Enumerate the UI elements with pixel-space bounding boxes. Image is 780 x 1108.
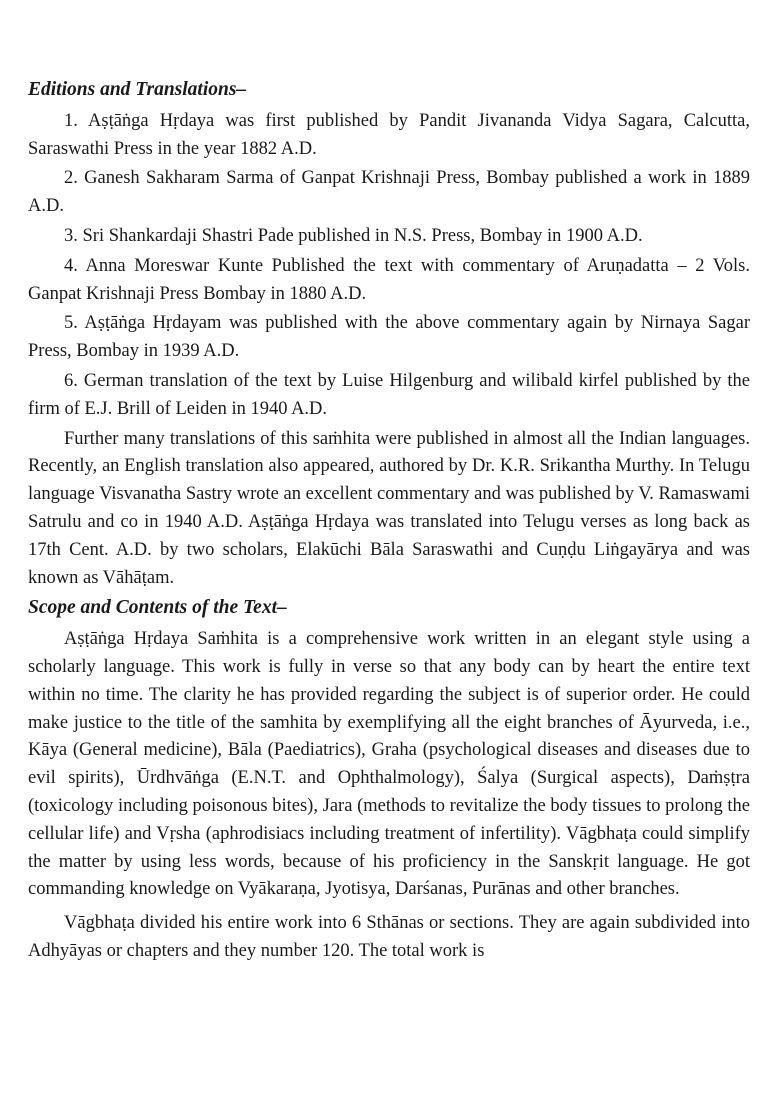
document-page: [28, 76, 750, 972]
edition-item-6: 6. German translation of the text by Luise Hilgenburg and wilibald kirfel published by the firm of E.J. Brill of Leiden in 1940 A.D.: [28, 370, 750, 419]
scope-paragraph-2: Vāgbhaṭa divided his entire work into 6 Sthānas or sections. They are again subdivided into Adhyāyas or chapters and they number 120. The total work is: [28, 913, 750, 961]
scope-paragraph-1: Aṣṭāṅga Hṛdaya Saṁhita is a comprehensive work written in an elegant style using a scholarly language. This work is fully in verse so that any body can by heart the entire text within no time. The clarity he has provided regarding the subject is of superior order. He could make justice to the title of the samhita by exemplifying all the eight branches of Āyurveda, i.e., Kāya (General medicine), Bāla (Paediatrics), Graha (psychological diseases and diseases due to evil spirits), Ūrdhvāṅga (E.N.T. and Ophthalmology), Śalya (Surgical aspects), Daṁṣṭra (toxicology including poisonous bites), Jara (methods to revitalize the body tissues to prolong the cellular life) and Vṛsha (aphrodisiacs including treatment of infertility). Vāgbhaṭa could simplify the matter by using less words, because of his proficiency in the Sanskṛit language. He got commanding knowledge on Vyākaraṇa, Jyotisya, Darśanas, Purānas and other branches.: [28, 629, 750, 900]
edition-item-4: 4. Anna Moreswar Kunte Published the text with commentary of Aruṇadatta – 2 Vols. Ganpat Krishnaji Press Bombay in 1880 A.D.: [28, 255, 750, 304]
edition-item-5: 5. Aṣṭāṅga Hṛdayam was published with the above commentary again by Nirnaya Sagar Press, Bombay in 1939 A.D.: [28, 313, 750, 362]
section-heading-scope: Scope and Contents of the Text–: [28, 597, 287, 619]
section-heading-editions: Editions and Translations–: [28, 79, 247, 100]
edition-item-3: 3. Sri Shankardaji Shastri Pade published in N.S. Press, Bombay in 1900 A.D.: [64, 225, 643, 246]
translations-paragraph: Further many translations of this saṁhita were published in almost all the Indian languages. Recently, an English translation also appeared, authored by Dr. K.R. Srikantha Murthy. In Telugu language Visvanatha Sastry wrote an excellent commentary and was published by V. Ramaswami Satrulu and co in 1940 A.D. Aṣṭāṅga Hṛdaya was translated into Telugu verses as long back as 17th Cent. A.D. by two scholars, Elakūchi Bāla Saraswathi and Cuṇḍu Liṅgayārya and was known as Vāhāṭam.: [28, 428, 750, 588]
edition-item-1: 1. Aṣṭāṅga Hṛdaya was first published by Pandit Jivananda Vidya Sagara, Calcutta, Saraswathi Press in the year 1882 A.D.: [28, 110, 750, 159]
edition-item-2: 2. Ganesh Sakharam Sarma of Ganpat Krishnaji Press, Bombay published a work in 1889 A.D.: [28, 168, 750, 217]
